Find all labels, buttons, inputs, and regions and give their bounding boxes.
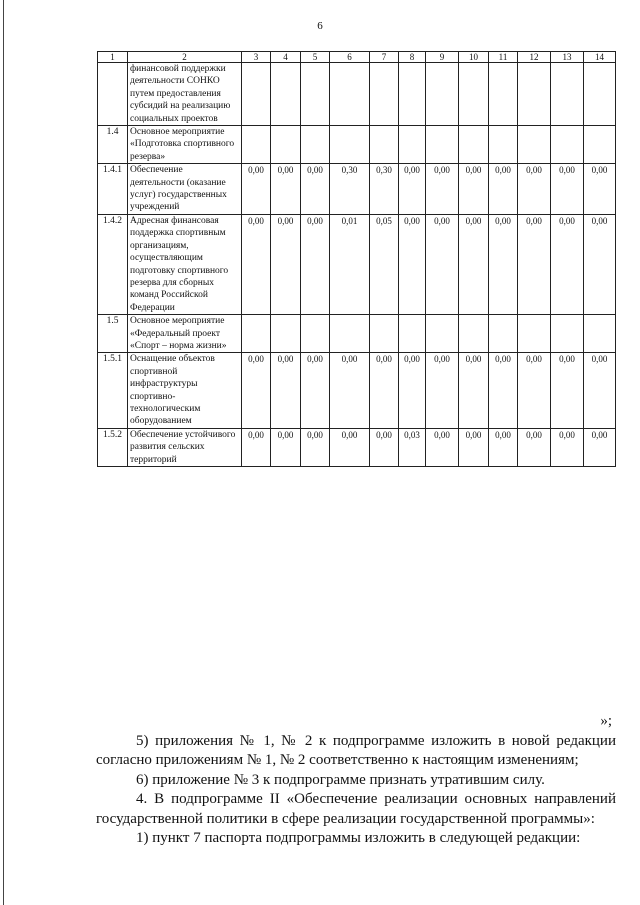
row-value: [551, 126, 584, 164]
row-name: Обеспечение устойчивого развития сельских территорий: [128, 428, 242, 466]
column-header: 4: [271, 52, 301, 63]
row-value: [301, 315, 330, 353]
row-value: 0,00: [584, 428, 616, 466]
row-value: [330, 126, 370, 164]
row-value: [551, 63, 584, 126]
row-number: 1.4.2: [98, 214, 128, 314]
row-value: 0,00: [370, 353, 399, 428]
row-value: 0,00: [459, 214, 489, 314]
row-number: 1.5.1: [98, 353, 128, 428]
column-header: 5: [301, 52, 330, 63]
paragraph-passport-item-7: 1) пункт 7 паспорта подпрограммы изложить в следующей редакции:: [136, 830, 581, 846]
row-value: [518, 63, 551, 126]
row-value: [459, 126, 489, 164]
row-value: [584, 315, 616, 353]
row-value: [370, 63, 399, 126]
row-value: 0,00: [370, 428, 399, 466]
row-value: 0,00: [301, 353, 330, 428]
row-value: 0,00: [330, 428, 370, 466]
row-value: [399, 315, 426, 353]
row-value: 0,00: [489, 428, 518, 466]
column-header: 8: [399, 52, 426, 63]
row-value: 0,00: [551, 353, 584, 428]
column-header: 10: [459, 52, 489, 63]
page-edge-line: [3, 0, 4, 905]
row-value: 0,00: [301, 428, 330, 466]
row-name: Основное мероприятие «Подготовка спортивного резерва»: [128, 126, 242, 164]
row-value: 0,00: [242, 214, 271, 314]
row-value: [551, 315, 584, 353]
row-value: 0,00: [301, 164, 330, 215]
row-name: Оснащение объектов спортивной инфраструктуры спортивно-технологическим оборудованием: [128, 353, 242, 428]
row-value: 0,00: [518, 353, 551, 428]
row-value: 0,00: [301, 214, 330, 314]
row-value: 0,00: [271, 164, 301, 215]
row-value: 0,00: [459, 164, 489, 215]
body-text: [96, 712, 616, 849]
closing-quote: »;: [600, 713, 612, 729]
row-value: 0,00: [426, 428, 459, 466]
column-header: 14: [584, 52, 616, 63]
row-value: 0,00: [426, 353, 459, 428]
table-row: [98, 428, 616, 466]
row-value: 0,00: [330, 353, 370, 428]
row-value: [242, 63, 271, 126]
paragraph-appendices: 5) приложения № 1, № 2 к подпрограмме изложить в новой редакции согласно приложениям № 1, № 2 соответственно к настоящим изменениям;: [96, 732, 616, 768]
row-value: 0,05: [370, 214, 399, 314]
table-row: [98, 214, 616, 314]
page-number: 6: [317, 20, 323, 32]
row-value: [459, 315, 489, 353]
row-value: 0,00: [551, 164, 584, 215]
row-value: 0,00: [242, 428, 271, 466]
row-value: [584, 126, 616, 164]
row-number: 1.5: [98, 315, 128, 353]
row-value: [426, 315, 459, 353]
row-value: 0,00: [551, 428, 584, 466]
row-value: 0,00: [518, 214, 551, 314]
row-number: 1.4: [98, 126, 128, 164]
table-row: [98, 164, 616, 215]
column-header: 7: [370, 52, 399, 63]
column-header: 11: [489, 52, 518, 63]
budget-table: [97, 51, 616, 467]
row-value: 0,00: [489, 164, 518, 215]
row-value: 0,00: [271, 214, 301, 314]
row-value: 0,00: [489, 353, 518, 428]
table-header-row: [98, 52, 616, 63]
row-value: [426, 126, 459, 164]
row-value: [271, 315, 301, 353]
column-header: 9: [426, 52, 459, 63]
row-value: 0,00: [271, 353, 301, 428]
row-name: Основное мероприятие «Федеральный проект «Спорт – норма жизни»: [128, 315, 242, 353]
row-value: 0,00: [271, 428, 301, 466]
row-value: 0,00: [518, 428, 551, 466]
row-value: 0,00: [399, 353, 426, 428]
paragraph-subprogram-2: 4. В подпрограмме II «Обеспечение реализации основных направлений государственной политики в сфере реализации государственной программы»:: [96, 791, 616, 827]
row-name: Адресная финансовая поддержка спортивным организациям, осуществляющим подготовку спортивного резерва для сборных команд Российской Федерации: [128, 214, 242, 314]
column-header: 1: [98, 52, 128, 63]
row-value: [271, 63, 301, 126]
row-value: [242, 126, 271, 164]
row-value: 0,00: [459, 353, 489, 428]
row-value: [330, 63, 370, 126]
column-header: 6: [330, 52, 370, 63]
row-value: [489, 63, 518, 126]
table-body: [98, 63, 616, 467]
row-value: 0,00: [426, 214, 459, 314]
row-value: [370, 126, 399, 164]
row-value: 0,00: [489, 214, 518, 314]
row-value: [399, 63, 426, 126]
table-row: [98, 315, 616, 353]
row-name: финансовой поддержки деятельности СОНКО путем предоставления субсидий на реализацию социальных проектов: [128, 63, 242, 126]
column-header: 12: [518, 52, 551, 63]
paragraph-appendix-3: 6) приложение № 3 к подпрограмме признать утратившим силу.: [136, 771, 545, 788]
row-value: [489, 126, 518, 164]
row-value: 0,00: [584, 164, 616, 215]
row-value: 0,03: [399, 428, 426, 466]
row-value: 0,30: [370, 164, 399, 215]
row-value: 0,00: [399, 214, 426, 314]
row-number: 1.5.2: [98, 428, 128, 466]
row-number: [98, 63, 128, 126]
row-value: 0,00: [584, 214, 616, 314]
row-value: 0,00: [551, 214, 584, 314]
row-value: [399, 126, 426, 164]
row-value: 0,00: [426, 164, 459, 215]
row-value: [271, 126, 301, 164]
row-name: Обеспечение деятельности (оказание услуг) государственных учреждений: [128, 164, 242, 215]
row-value: 0,00: [584, 353, 616, 428]
column-header: 3: [242, 52, 271, 63]
row-value: 0,00: [399, 164, 426, 215]
row-value: 0,00: [242, 353, 271, 428]
row-value: [459, 63, 489, 126]
table-row: [98, 126, 616, 164]
row-value: [242, 315, 271, 353]
row-value: [426, 63, 459, 126]
row-value: 0,00: [518, 164, 551, 215]
row-value: [301, 63, 330, 126]
row-value: [301, 126, 330, 164]
row-value: [518, 315, 551, 353]
column-header: 2: [128, 52, 242, 63]
table-row: [98, 63, 616, 126]
row-value: [518, 126, 551, 164]
column-header: 13: [551, 52, 584, 63]
row-value: 0,30: [330, 164, 370, 215]
row-value: 0,00: [459, 428, 489, 466]
row-value: [370, 315, 399, 353]
row-value: [584, 63, 616, 126]
table-row: [98, 353, 616, 428]
row-value: [489, 315, 518, 353]
row-number: 1.4.1: [98, 164, 128, 215]
row-value: 0,00: [242, 164, 271, 215]
row-value: 0,01: [330, 214, 370, 314]
row-value: [330, 315, 370, 353]
